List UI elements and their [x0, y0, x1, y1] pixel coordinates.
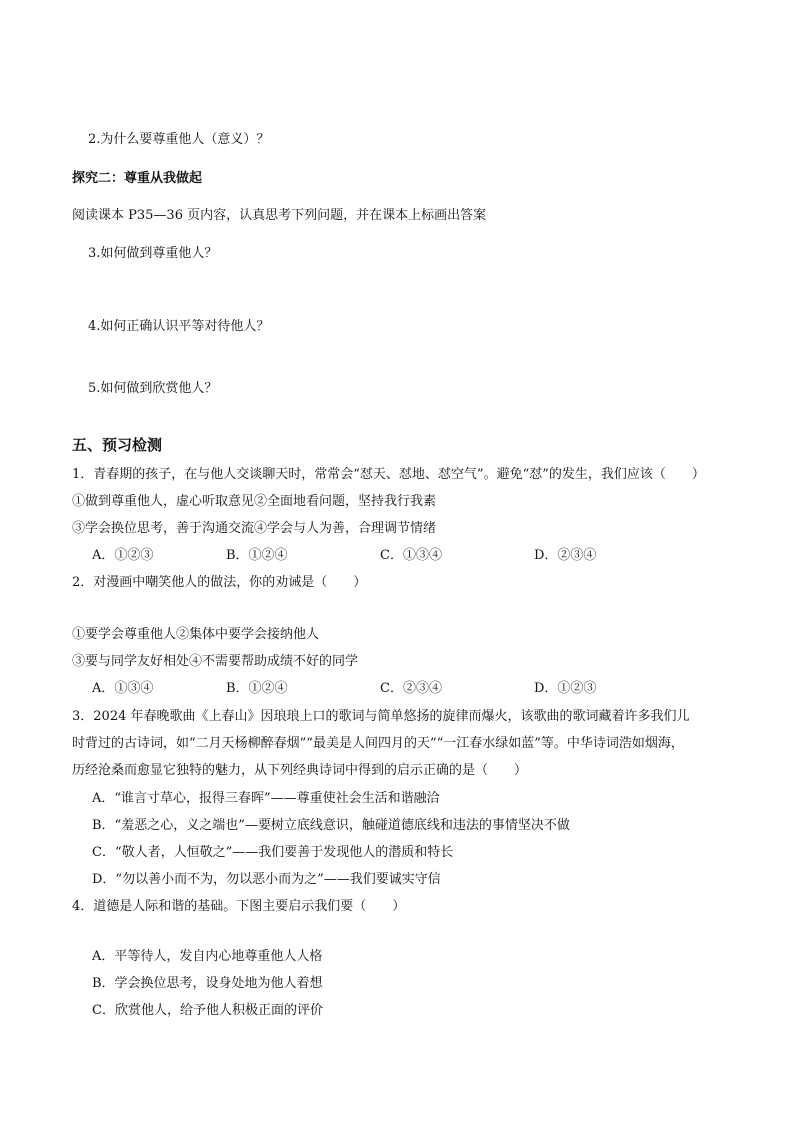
q4-option-b[interactable]: B．学会换位思考，设身处地为他人着想: [92, 976, 323, 991]
q2-option-d[interactable]: D．①②③: [534, 681, 597, 696]
q4-option-a[interactable]: A．平等待人，发自内心地尊重他人人格: [92, 949, 323, 964]
question-5: 5.如何做到欣赏他人？: [88, 381, 218, 396]
q2-option-c[interactable]: C．②③④: [380, 681, 442, 696]
q2-option-a[interactable]: A．①③④: [92, 681, 154, 696]
section-title: 五、预习检测: [72, 436, 163, 454]
q3-stem-line: 3．2024 年春晚歌曲《上春山》因琅琅上口的歌词与简单悠扬的旋律而爆火，该歌曲的歌词藏着许多我们儿: [72, 709, 690, 724]
q3-stem-line: 时背过的古诗词，如“二月天杨柳醉春烟”“最美是人间四月的天”“一江春水绿如蓝”等。中华诗词浩如烟海，: [72, 736, 684, 751]
q1-option-d[interactable]: D．②③④: [534, 548, 597, 563]
q4-stem: 4．道德是人际和谐的基础。下图主要启示我们要（ ）: [72, 899, 406, 914]
q3-option-b[interactable]: B．“羞恶之心，义之端也”—要树立底线意识，触碰道德底线和违法的事情坚决不做: [92, 818, 570, 833]
q3-option-c[interactable]: C．“敬人者，人恒敬之”——我们要善于发现他人的潜质和特长: [92, 845, 454, 860]
q2-stem: 2．对漫画中嘲笑他人的做法，你的劝诫是（ ）: [72, 575, 367, 590]
question-3: 3.如何做到尊重他人？: [88, 246, 218, 261]
q1-stem: 1．青春期的孩子，在与他人交谈聊天时，常常会“怼天、怼地、怼空气”。避免“怼”的发生，我们应该（ ）: [72, 467, 705, 482]
question-2: 2.为什么要尊重他人（意义）？: [88, 132, 270, 147]
q2-statement-line: ③要与同学友好相处④不需要帮助成绩不好的同学: [72, 654, 359, 669]
reading-instruction: 阅读课本 P35—36 页内容，认真思考下列问题，并在课本上标画出答案: [72, 208, 487, 223]
q3-option-a[interactable]: A．“谁言寸草心，报得三春晖”——尊重使社会生活和谐融洽: [92, 791, 440, 806]
q1-option-c[interactable]: C．①③④: [380, 548, 442, 563]
question-4: 4.如何正确认识平等对待他人？: [88, 319, 270, 334]
q2-statement-line: ①要学会尊重他人②集体中要学会接纳他人: [72, 627, 320, 642]
q3-option-d[interactable]: D．“勿以善小而不为，勿以恶小而为之”——我们要诚实守信: [92, 872, 441, 887]
q3-stem-line: 历经沧桑而愈显它独特的魅力，从下列经典诗词中得到的启示正确的是（ ）: [72, 763, 528, 778]
q1-option-b[interactable]: B．①②④: [226, 548, 288, 563]
section-heading-explore-2: 探究二：尊重从我做起: [72, 171, 203, 186]
q1-statement-line: ①做到尊重他人，虚心听取意见②全面地看问题，坚持我行我素: [72, 494, 437, 509]
q2-option-b[interactable]: B．①②④: [226, 681, 288, 696]
q4-option-c[interactable]: C．欣赏他人，给予他人积极正面的评价: [92, 1003, 323, 1018]
q1-statement-line: ③学会换位思考，善于沟通交流④学会与人为善，合理调节情绪: [72, 521, 437, 536]
q1-option-a[interactable]: A．①②③: [92, 548, 154, 563]
